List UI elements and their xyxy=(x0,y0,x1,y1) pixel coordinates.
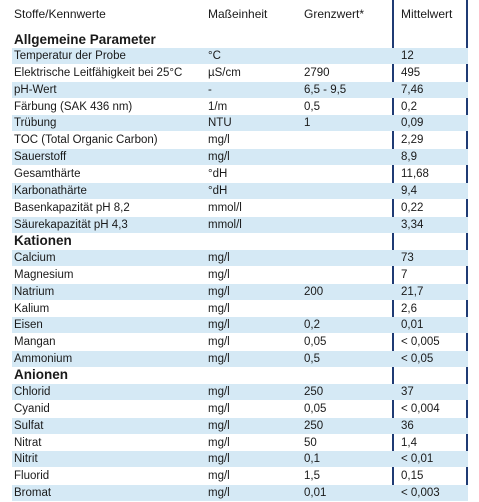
cell-mean: < 0,004 xyxy=(401,402,440,415)
cell-mean: 495 xyxy=(401,66,421,79)
cell-mean: 37 xyxy=(401,386,414,398)
cell-name: Karbonathärte xyxy=(14,184,87,197)
cell-unit: mg/l xyxy=(208,386,230,398)
cell-name: Bromat xyxy=(14,487,52,500)
table-row xyxy=(0,468,479,485)
table-row xyxy=(0,250,479,267)
cell-unit: mg/l xyxy=(208,336,230,349)
header-limit: Grenzwert* xyxy=(304,7,365,21)
cell-mean: 0,01 xyxy=(401,319,424,332)
cell-name: Gesamthärte xyxy=(14,168,81,180)
cell-mean: 0,15 xyxy=(401,470,424,483)
row-background xyxy=(12,284,468,300)
table-row xyxy=(0,384,479,401)
cell-name: Sulfat xyxy=(14,419,44,432)
cell-limit: 0,05 xyxy=(304,402,327,415)
cell-limit: 0,1 xyxy=(304,453,320,466)
table-row xyxy=(0,418,479,435)
cell-limit: 0,5 xyxy=(304,353,320,366)
table-row xyxy=(0,115,479,132)
cell-unit: mg/l xyxy=(208,151,230,164)
cell-name: Nitrit xyxy=(14,453,38,466)
cell-mean: < 0,005 xyxy=(401,336,440,349)
cell-mean: < 0,01 xyxy=(401,453,434,466)
table-row xyxy=(0,183,479,200)
cell-unit: mg/l xyxy=(208,134,230,147)
row-background xyxy=(12,149,468,165)
table-row xyxy=(0,48,479,65)
row-background xyxy=(12,82,468,98)
cell-limit: 250 xyxy=(304,419,324,432)
cell-mean: 7 xyxy=(401,268,408,281)
header-name: Stoffe/Kennwerte xyxy=(14,7,106,21)
cell-mean: 9,4 xyxy=(401,184,417,197)
row-background xyxy=(12,418,468,434)
cell-unit: mg/l xyxy=(208,402,230,415)
cell-name: Fluorid xyxy=(14,470,50,483)
cell-mean: 73 xyxy=(401,252,414,264)
cell-name: Calcium xyxy=(14,252,56,264)
table-row xyxy=(0,82,479,99)
cell-unit: mg/l xyxy=(208,419,230,432)
cell-limit: 250 xyxy=(304,386,324,398)
row-background xyxy=(12,451,468,467)
row-background xyxy=(12,317,468,333)
cell-limit: 0,5 xyxy=(304,100,320,113)
cell-unit: mg/l xyxy=(208,302,230,315)
cell-unit: mg/l xyxy=(208,487,230,500)
cell-unit: mmol/l xyxy=(208,218,242,231)
header-mean: Mittelwert xyxy=(401,7,453,21)
cell-mean: 0,22 xyxy=(401,201,424,214)
table-row xyxy=(0,65,479,82)
table-row xyxy=(0,301,479,318)
cell-name: Chlorid xyxy=(14,386,51,398)
cell-mean: 3,34 xyxy=(401,218,424,231)
row-background xyxy=(12,115,468,131)
cell-name: Eisen xyxy=(14,319,43,332)
table-row xyxy=(0,217,479,234)
cell-mean: < 0,05 xyxy=(401,353,434,366)
cell-name: Säurekapazität pH 4,3 xyxy=(14,218,128,231)
cell-name: pH-Wert xyxy=(14,83,57,96)
cell-limit: 1 xyxy=(304,117,311,130)
table-row xyxy=(0,485,479,502)
cell-unit: °dH xyxy=(208,168,228,180)
table-row xyxy=(0,99,479,116)
table-row xyxy=(0,401,479,418)
cell-mean: 2,29 xyxy=(401,134,424,147)
cell-name: Elektrische Leitfähigkeit bei 25°C xyxy=(14,66,183,79)
cell-unit: mg/l xyxy=(208,319,230,332)
cell-unit: 1/m xyxy=(208,100,228,113)
cell-limit: 0,01 xyxy=(304,487,327,500)
table-row xyxy=(0,451,479,468)
cell-unit: µS/cm xyxy=(208,66,241,79)
cell-unit: °dH xyxy=(208,184,228,197)
cell-unit: mg/l xyxy=(208,353,230,366)
section-title: Allgemeine Parameter xyxy=(14,32,156,47)
cell-unit: °C xyxy=(208,50,221,62)
table-row xyxy=(0,284,479,301)
cell-limit: 200 xyxy=(304,285,324,298)
cell-mean: < 0,003 xyxy=(401,487,440,500)
table-row xyxy=(0,435,479,452)
cell-name: Kalium xyxy=(14,302,50,315)
table-row xyxy=(0,351,479,368)
cell-name: Nitrat xyxy=(14,436,42,449)
cell-limit: 6,5 - 9,5 xyxy=(304,83,347,96)
cell-unit: mg/l xyxy=(208,285,230,298)
cell-mean: 8,9 xyxy=(401,151,417,164)
cell-unit: mg/l xyxy=(208,436,230,449)
cell-mean: 1,4 xyxy=(401,436,417,449)
cell-unit: mg/l xyxy=(208,453,230,466)
cell-limit: 2790 xyxy=(304,66,330,79)
cell-unit: mg/l xyxy=(208,470,230,483)
table-header xyxy=(0,0,479,30)
table-row xyxy=(0,132,479,149)
cell-unit: mg/l xyxy=(208,252,230,264)
row-background xyxy=(12,351,468,367)
cell-mean: 21,7 xyxy=(401,285,424,298)
cell-name: Magnesium xyxy=(14,268,74,281)
cell-name: Trübung xyxy=(14,117,57,130)
cell-name: Temperatur der Probe xyxy=(14,50,126,62)
table-row xyxy=(0,200,479,217)
table-row xyxy=(0,166,479,183)
cell-name: Ammonium xyxy=(14,353,73,366)
cell-mean: 12 xyxy=(401,50,414,62)
cell-unit: NTU xyxy=(208,117,232,130)
section-title: Kationen xyxy=(14,233,72,248)
cell-unit: mmol/l xyxy=(208,201,242,214)
cell-name: Mangan xyxy=(14,336,56,349)
cell-mean: 11,68 xyxy=(401,168,429,180)
table-row xyxy=(0,149,479,166)
header-unit: Maßeinheit xyxy=(208,7,268,21)
cell-name: Basenkapazität pH 8,2 xyxy=(14,201,130,214)
cell-limit: 1,5 xyxy=(304,470,320,483)
cell-mean: 2,6 xyxy=(401,302,417,315)
cell-name: Cyanid xyxy=(14,402,50,415)
table-row xyxy=(0,267,479,284)
cell-mean: 36 xyxy=(401,419,414,432)
cell-limit: 0,05 xyxy=(304,336,327,349)
row-background xyxy=(12,384,468,400)
section-title: Anionen xyxy=(14,367,68,382)
row-background xyxy=(12,250,468,266)
table-row xyxy=(0,317,479,334)
cell-limit: 50 xyxy=(304,436,317,449)
cell-name: Sauerstoff xyxy=(14,151,67,164)
table-row xyxy=(0,334,479,351)
cell-limit: 0,2 xyxy=(304,319,320,332)
cell-unit: mg/l xyxy=(208,268,230,281)
cell-mean: 7,46 xyxy=(401,83,424,96)
cell-name: Natrium xyxy=(14,285,55,298)
row-background xyxy=(12,485,468,501)
cell-name: TOC (Total Organic Carbon) xyxy=(14,134,158,147)
cell-mean: 0,2 xyxy=(401,100,417,113)
cell-name: Färbung (SAK 436 nm) xyxy=(14,100,133,113)
cell-unit: - xyxy=(208,83,212,96)
cell-mean: 0,09 xyxy=(401,117,424,130)
